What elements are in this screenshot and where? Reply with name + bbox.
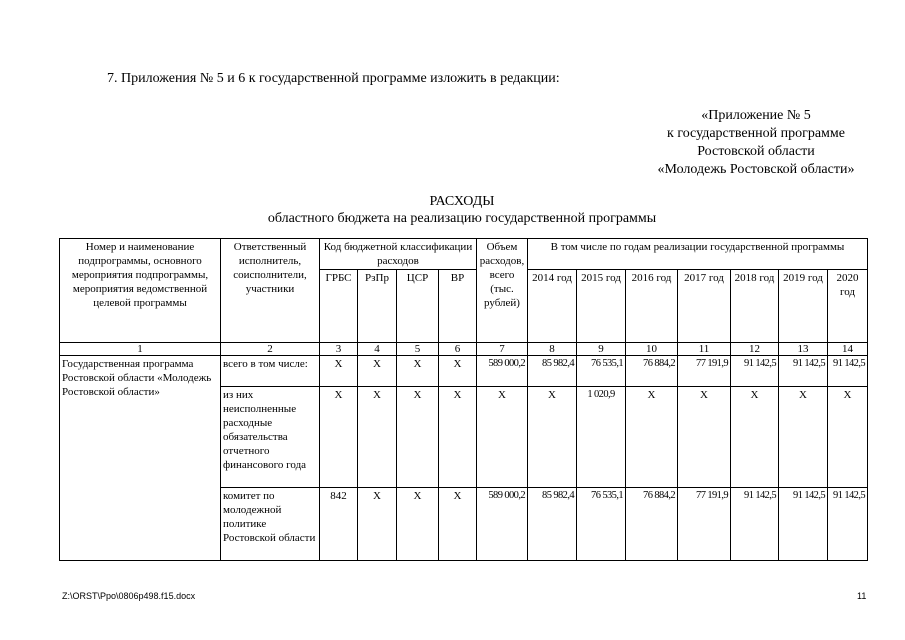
year-cell: X [779, 387, 828, 488]
year-cell: 91 142,5 [779, 488, 828, 561]
expenses-table [59, 238, 868, 561]
rzpr-cell: X [358, 387, 397, 488]
column-index: 2 [221, 343, 320, 356]
executor-cell: комитет по молодежной политике Ростовской области [221, 488, 320, 561]
title-line-1: РАСХОДЫ [429, 194, 495, 209]
year-cell: 76 884,2 [626, 356, 678, 387]
column-index: 9 [577, 343, 626, 356]
column-index-row [60, 343, 868, 356]
header-year-2016: 2016 год [626, 270, 678, 343]
year-cell: X [731, 387, 779, 488]
header-budget-code: Код бюджетной классификации расходов [320, 239, 477, 270]
year-cell: 1 020,9 [577, 387, 626, 488]
year-cell: X [528, 387, 577, 488]
header-by-years: В том числе по годам реализации государственной программы [528, 239, 868, 270]
column-index: 5 [397, 343, 439, 356]
header-rzpr: РзПр [358, 270, 397, 343]
year-cell: X [828, 387, 868, 488]
column-index: 6 [439, 343, 477, 356]
header-row-1 [60, 239, 868, 270]
year-cell: 77 191,9 [678, 488, 731, 561]
vr-cell: X [439, 488, 477, 561]
header-csr: ЦСР [397, 270, 439, 343]
rzpr-cell: X [358, 356, 397, 387]
year-cell: 91 142,5 [779, 356, 828, 387]
grbs-cell: X [320, 387, 358, 488]
year-cell: 76 535,1 [577, 356, 626, 387]
appendix-caption [640, 107, 872, 179]
header-vr: ВР [439, 270, 477, 343]
document-title [0, 193, 905, 227]
vr-cell: X [439, 356, 477, 387]
year-cell: 76 884,2 [626, 488, 678, 561]
year-cell: X [626, 387, 678, 488]
footer-page-number: 11 [857, 591, 867, 601]
header-year-2020: 2020 год [828, 270, 868, 343]
column-index: 1 [60, 343, 221, 356]
table-row [60, 356, 868, 387]
rzpr-cell: X [358, 488, 397, 561]
intro-paragraph: 7. Приложения № 5 и 6 к государственной программе изложить в редакции: [107, 71, 560, 86]
header-grbs: ГРБС [320, 270, 358, 343]
header-name: Номер и наименование подпрограммы, основного мероприятия подпрограммы, мероприятия ведомственной целевой программы [60, 239, 221, 343]
year-cell: 91 142,5 [731, 356, 779, 387]
vr-cell: X [439, 387, 477, 488]
year-cell: 85 982,4 [528, 356, 577, 387]
grbs-cell: X [320, 356, 358, 387]
total-cell: 589 000,2 [477, 356, 528, 387]
executor-cell: из них неисполненные расходные обязательства отчетного финансового года [221, 387, 320, 488]
header-year-2018: 2018 год [731, 270, 779, 343]
program-name-cell: Государственная программа Ростовской области «Молодежь Ростовской области» [60, 356, 221, 561]
csr-cell: X [397, 387, 439, 488]
year-cell: 91 142,5 [828, 488, 868, 561]
title-line-2: областного бюджета на реализацию государственной программы [267, 211, 657, 226]
year-cell: X [678, 387, 731, 488]
appendix-line-2: к государственной программе [667, 126, 845, 141]
header-year-2015: 2015 год [577, 270, 626, 343]
grbs-cell: 842 [320, 488, 358, 561]
header-year-2014: 2014 год [528, 270, 577, 343]
executor-cell: всего в том числе: [221, 356, 320, 387]
appendix-line-3: Ростовской области [697, 144, 815, 159]
year-cell: 91 142,5 [828, 356, 868, 387]
total-cell: X [477, 387, 528, 488]
footer-file-path: Z:\ORST\Ppo\0806p498.f15.docx [62, 591, 196, 601]
csr-cell: X [397, 356, 439, 387]
column-index: 8 [528, 343, 577, 356]
column-index: 10 [626, 343, 678, 356]
column-index: 13 [779, 343, 828, 356]
column-index: 12 [731, 343, 779, 356]
year-cell: 77 191,9 [678, 356, 731, 387]
header-executor: Ответственный исполнитель, соисполнители, участники [221, 239, 320, 343]
column-index: 4 [358, 343, 397, 356]
column-index: 3 [320, 343, 358, 356]
year-cell: 91 142,5 [731, 488, 779, 561]
column-index: 11 [678, 343, 731, 356]
header-year-2019: 2019 год [779, 270, 828, 343]
csr-cell: X [397, 488, 439, 561]
header-total: Объем расходов, всего (тыс. рублей) [477, 239, 528, 343]
appendix-line-4: «Молодежь Ростовской области» [657, 162, 855, 177]
header-year-2017: 2017 год [678, 270, 731, 343]
column-index: 14 [828, 343, 868, 356]
column-index: 7 [477, 343, 528, 356]
year-cell: 85 982,4 [528, 488, 577, 561]
appendix-line-1: «Приложение № 5 [701, 108, 811, 123]
total-cell: 589 000,2 [477, 488, 528, 561]
year-cell: 76 535,1 [577, 488, 626, 561]
